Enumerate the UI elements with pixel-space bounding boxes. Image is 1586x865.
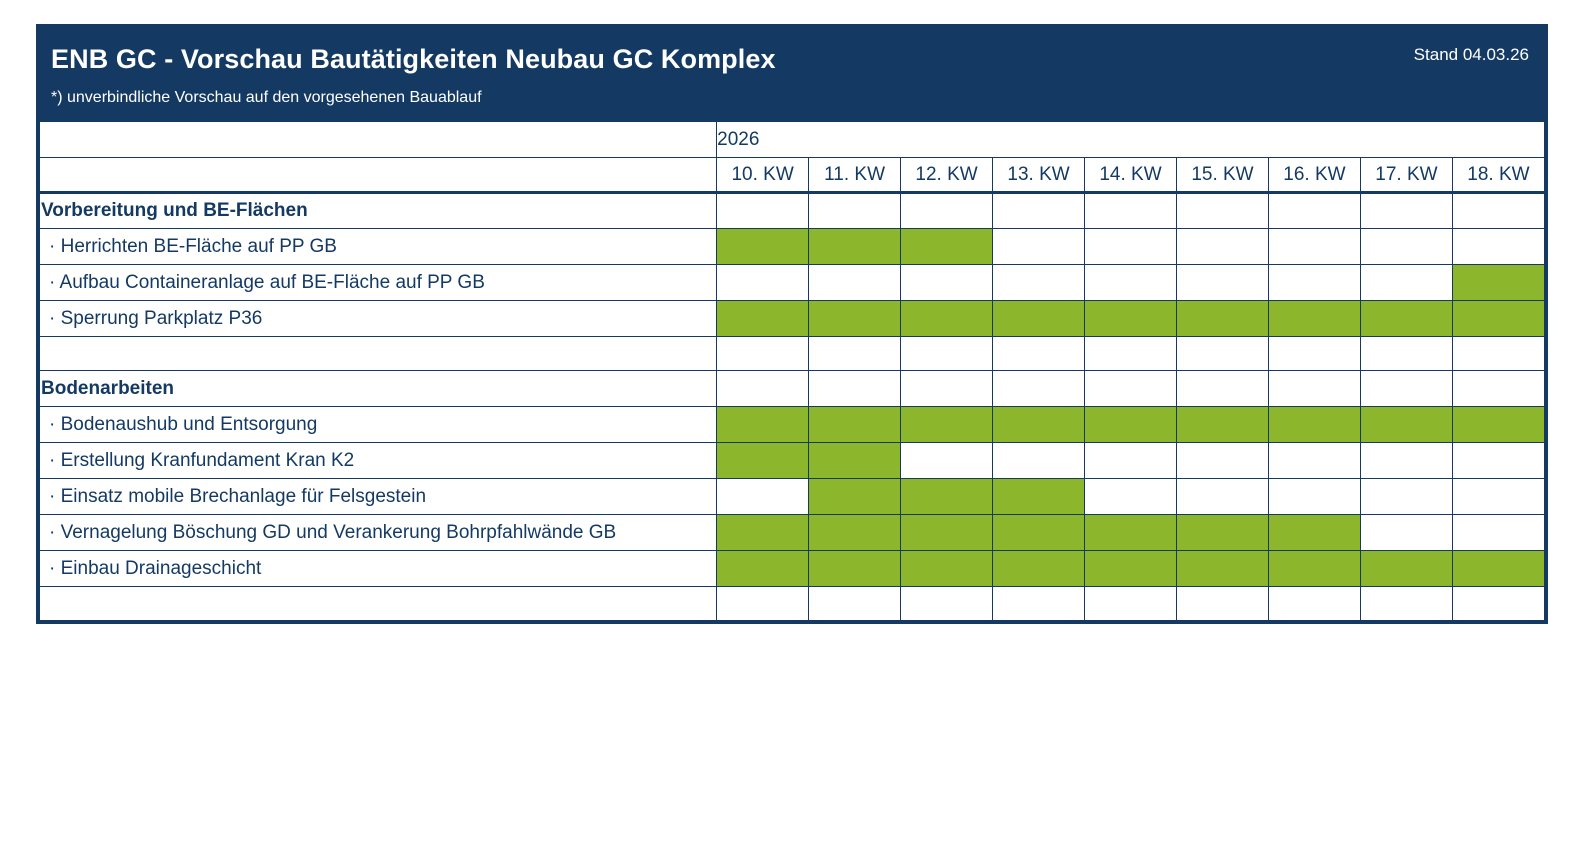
gantt-bar-cell xyxy=(1452,407,1544,443)
gantt-empty-cell xyxy=(1176,371,1268,407)
gantt-bar-cell xyxy=(1085,301,1177,337)
gantt-empty-cell xyxy=(1176,337,1268,371)
gantt-bar-cell xyxy=(901,407,993,443)
gantt-empty-cell xyxy=(1452,229,1544,265)
table-row xyxy=(40,407,1545,443)
task-text: · Vernagelung Böschung GD und Verankerung Bohrpfahlwände GB xyxy=(49,521,617,543)
gantt-bar-cell xyxy=(717,229,809,265)
gantt-bar-cell xyxy=(1452,265,1544,301)
week-header-5: 14. KW xyxy=(1085,158,1177,193)
gantt-bar-cell xyxy=(809,479,901,515)
gantt-empty-cell xyxy=(1268,265,1360,301)
gantt-bar-cell xyxy=(809,551,901,587)
gantt-empty-cell xyxy=(717,265,809,301)
gantt-bar-cell xyxy=(1452,551,1544,587)
gantt-empty-cell xyxy=(993,193,1085,229)
gantt-empty-cell xyxy=(1452,479,1544,515)
gantt-empty-cell xyxy=(717,587,809,621)
gantt-empty-cell xyxy=(1085,371,1177,407)
gantt-empty-cell xyxy=(1360,265,1452,301)
gantt-bar-cell xyxy=(901,229,993,265)
gantt-empty-cell xyxy=(993,229,1085,265)
gantt-empty-cell xyxy=(993,265,1085,301)
gantt-empty-cell xyxy=(1452,337,1544,371)
gantt-bar-cell xyxy=(901,479,993,515)
gantt-empty-cell xyxy=(1176,193,1268,229)
task-text: · Bodenaushub und Entsorgung xyxy=(49,413,318,435)
gantt-empty-cell xyxy=(1268,371,1360,407)
table-row xyxy=(40,551,1545,587)
gantt-bar-cell xyxy=(717,551,809,587)
gantt-empty-cell xyxy=(1452,371,1544,407)
gantt-empty-cell xyxy=(1360,515,1452,551)
page-subtitle: *) unverbindliche Vorschau auf den vorgesehenen Bauablauf xyxy=(51,89,482,107)
gantt-bar-cell xyxy=(809,515,901,551)
gantt-empty-cell xyxy=(901,371,993,407)
task-text: Vorbereitung und BE-Flächen xyxy=(41,200,308,221)
gantt-empty-cell xyxy=(1360,193,1452,229)
chart-header-band xyxy=(39,27,1545,121)
gantt-empty-cell xyxy=(1085,193,1177,229)
task-group-label xyxy=(40,371,717,407)
gantt-bar-cell xyxy=(1360,551,1452,587)
gantt-bar-cell xyxy=(1268,551,1360,587)
table-row xyxy=(40,301,1545,337)
table-row xyxy=(40,443,1545,479)
schedule-table xyxy=(39,121,1545,621)
gantt-empty-cell xyxy=(1085,229,1177,265)
gantt-empty-cell xyxy=(717,371,809,407)
gantt-bar-cell xyxy=(717,443,809,479)
gantt-bar-cell xyxy=(1268,407,1360,443)
task-label xyxy=(40,479,717,515)
gantt-bar-cell xyxy=(717,515,809,551)
gantt-empty-cell xyxy=(1085,587,1177,621)
week-header-9: 18. KW xyxy=(1452,158,1544,193)
task-label xyxy=(40,551,717,587)
task-text: · Aufbau Containeranlage auf BE-Fläche auf PP GB xyxy=(49,271,485,293)
page-title: ENB GC - Vorschau Bautätigkeiten Neubau GC Komplex xyxy=(51,44,776,74)
gantt-empty-cell xyxy=(901,443,993,479)
task-label xyxy=(40,301,717,337)
gantt-empty-cell xyxy=(1085,443,1177,479)
table-row xyxy=(40,229,1545,265)
task-text: · Sperrung Parkplatz P36 xyxy=(49,307,263,329)
gantt-bar-cell xyxy=(717,407,809,443)
gantt-bar-cell xyxy=(1085,515,1177,551)
table-row xyxy=(40,193,1545,229)
gantt-bar-cell xyxy=(901,551,993,587)
task-header-cell xyxy=(40,158,717,193)
gantt-empty-cell xyxy=(1360,443,1452,479)
gantt-bar-cell xyxy=(1085,551,1177,587)
week-header-4: 13. KW xyxy=(993,158,1085,193)
gantt-bar-cell xyxy=(901,515,993,551)
table-row xyxy=(40,587,1545,621)
gantt-bar-cell xyxy=(717,301,809,337)
gantt-empty-cell xyxy=(901,337,993,371)
gantt-empty-cell xyxy=(1268,587,1360,621)
table-row xyxy=(40,337,1545,371)
gantt-empty-cell xyxy=(1452,515,1544,551)
gantt-bar-cell xyxy=(809,229,901,265)
gantt-empty-cell xyxy=(1085,265,1177,301)
gantt-empty-cell xyxy=(1360,371,1452,407)
gantt-empty-cell xyxy=(993,587,1085,621)
week-header-6: 15. KW xyxy=(1176,158,1268,193)
gantt-bar-cell xyxy=(1268,301,1360,337)
gantt-chart xyxy=(36,24,1548,624)
task-spacer xyxy=(40,337,717,371)
gantt-bar-cell xyxy=(1176,407,1268,443)
gantt-bar-cell xyxy=(1360,407,1452,443)
corner-cell xyxy=(40,122,717,158)
gantt-empty-cell xyxy=(901,193,993,229)
gantt-bar-cell xyxy=(1452,301,1544,337)
gantt-empty-cell xyxy=(809,371,901,407)
table-row xyxy=(40,371,1545,407)
gantt-empty-cell xyxy=(1085,479,1177,515)
task-text: · Einsatz mobile Brechanlage für Felsgestein xyxy=(49,485,427,507)
gantt-empty-cell xyxy=(1085,337,1177,371)
gantt-empty-cell xyxy=(1360,337,1452,371)
gantt-empty-cell xyxy=(1360,479,1452,515)
gantt-empty-cell xyxy=(1268,443,1360,479)
gantt-bar-cell xyxy=(1176,301,1268,337)
task-spacer xyxy=(40,587,717,621)
gantt-bar-cell xyxy=(1176,551,1268,587)
table-row xyxy=(40,515,1545,551)
gantt-empty-cell xyxy=(717,479,809,515)
gantt-empty-cell xyxy=(1452,587,1544,621)
gantt-empty-cell xyxy=(1176,587,1268,621)
gantt-empty-cell xyxy=(1176,443,1268,479)
week-header-3: 12. KW xyxy=(901,158,993,193)
gantt-bar-cell xyxy=(901,301,993,337)
week-header-8: 17. KW xyxy=(1360,158,1452,193)
week-header-1: 10. KW xyxy=(717,158,809,193)
week-header-row xyxy=(40,158,1545,193)
task-label xyxy=(40,265,717,301)
year-header-row xyxy=(40,122,1545,158)
gantt-bar-cell xyxy=(809,301,901,337)
table-body xyxy=(40,193,1545,621)
gantt-bar-cell xyxy=(993,515,1085,551)
gantt-bar-cell xyxy=(809,407,901,443)
task-label xyxy=(40,443,717,479)
gantt-bar-cell xyxy=(993,407,1085,443)
task-label xyxy=(40,407,717,443)
gantt-empty-cell xyxy=(1268,193,1360,229)
gantt-empty-cell xyxy=(901,587,993,621)
task-label xyxy=(40,515,717,551)
gantt-empty-cell xyxy=(809,337,901,371)
table-row xyxy=(40,265,1545,301)
gantt-bar-cell xyxy=(1268,515,1360,551)
status-date: Stand 04.03.26 xyxy=(1413,45,1529,64)
gantt-empty-cell xyxy=(1452,443,1544,479)
gantt-bar-cell xyxy=(1085,407,1177,443)
gantt-empty-cell xyxy=(1268,337,1360,371)
gantt-empty-cell xyxy=(809,193,901,229)
gantt-empty-cell xyxy=(717,193,809,229)
task-text: Bodenarbeiten xyxy=(41,377,175,399)
gantt-empty-cell xyxy=(717,337,809,371)
table-head xyxy=(40,122,1545,193)
task-text: · Herrichten BE-Fläche auf PP GB xyxy=(49,235,337,257)
gantt-empty-cell xyxy=(993,443,1085,479)
week-header-7: 16. KW xyxy=(1268,158,1360,193)
gantt-empty-cell xyxy=(993,371,1085,407)
gantt-empty-cell xyxy=(1360,229,1452,265)
gantt-bar-cell xyxy=(809,443,901,479)
gantt-empty-cell xyxy=(1176,265,1268,301)
year-label: 2026 xyxy=(717,122,1545,158)
gantt-empty-cell xyxy=(1176,479,1268,515)
gantt-empty-cell xyxy=(1360,587,1452,621)
gantt-empty-cell xyxy=(993,337,1085,371)
gantt-bar-cell xyxy=(1360,301,1452,337)
task-label xyxy=(40,229,717,265)
gantt-empty-cell xyxy=(1176,229,1268,265)
gantt-bar-cell xyxy=(993,301,1085,337)
gantt-bar-cell xyxy=(993,479,1085,515)
week-header-2: 11. KW xyxy=(809,158,901,193)
task-text: · Einbau Drainageschicht xyxy=(49,557,262,579)
gantt-bar-cell xyxy=(1176,515,1268,551)
gantt-empty-cell xyxy=(809,587,901,621)
task-text: · Erstellung Kranfundament Kran K2 xyxy=(49,449,355,471)
task-group-label xyxy=(40,193,717,229)
table-row xyxy=(40,479,1545,515)
gantt-empty-cell xyxy=(1452,193,1544,229)
gantt-empty-cell xyxy=(1268,479,1360,515)
gantt-empty-cell xyxy=(1268,229,1360,265)
gantt-bar-cell xyxy=(993,551,1085,587)
gantt-empty-cell xyxy=(809,265,901,301)
gantt-empty-cell xyxy=(901,265,993,301)
